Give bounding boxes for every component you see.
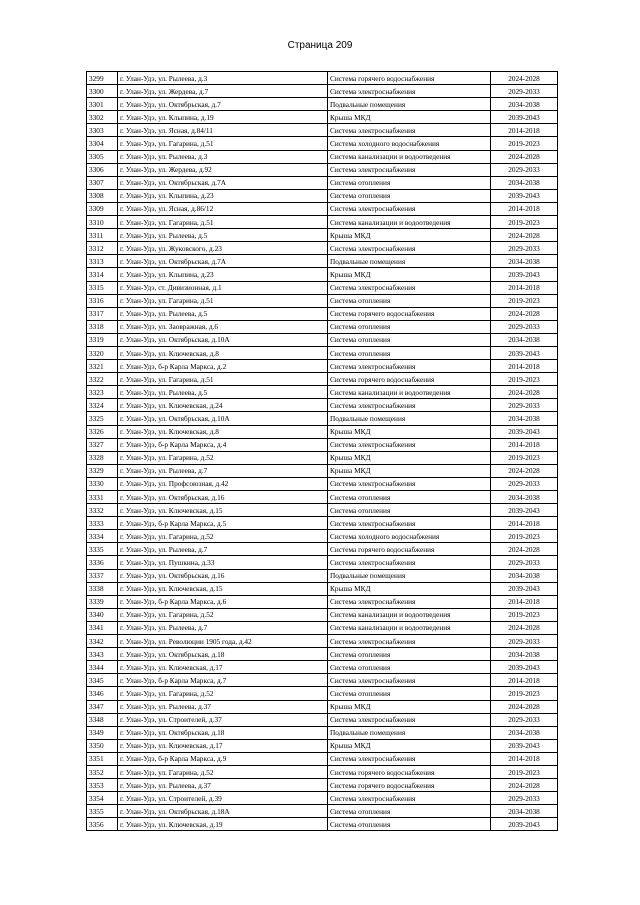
table-row: [87, 700, 558, 713]
cell-address: г. Улан-Удэ, ул. Рылеева, д.7: [118, 464, 328, 477]
cell-period: 2024-2028: [491, 700, 558, 713]
cell-address: г. Улан-Удэ, б-р Карла Маркса, д.6: [118, 595, 328, 608]
cell-period: 2034-2038: [491, 255, 558, 268]
cell-period: 2024-2028: [491, 779, 558, 792]
cell-period: 2034-2038: [491, 726, 558, 739]
cell-row-number: 3343: [87, 648, 118, 661]
cell-building-system: Крыша МКД: [328, 700, 491, 713]
cell-period: 2034-2038: [491, 333, 558, 346]
table-row: [87, 111, 558, 124]
table-row: [87, 648, 558, 661]
cell-building-system: Подвальные помещения: [328, 412, 491, 425]
cell-period: 2039-2043: [491, 661, 558, 674]
cell-address: г. Улан-Удэ, ул. Октябрьская, д.16: [118, 569, 328, 582]
cell-row-number: 3336: [87, 556, 118, 569]
cell-building-system: Крыша МКД: [328, 111, 491, 124]
cell-building-system: Подвальные помещения: [328, 255, 491, 268]
cell-building-system: Крыша МКД: [328, 464, 491, 477]
table-row: [87, 792, 558, 805]
cell-building-system: Система отопления: [328, 320, 491, 333]
table-row: [87, 530, 558, 543]
cell-address: г. Улан-Удэ, ул. Рылеева, д.37: [118, 779, 328, 792]
cell-building-system: Система канализации и водоотведения: [328, 621, 491, 634]
cell-building-system: Система электроснабжения: [328, 752, 491, 765]
repair-schedule-table: [86, 71, 558, 831]
cell-period: 2024-2028: [491, 386, 558, 399]
cell-row-number: 3302: [87, 111, 118, 124]
cell-row-number: 3347: [87, 700, 118, 713]
cell-row-number: 3356: [87, 818, 118, 831]
table-row: [87, 176, 558, 189]
cell-row-number: 3322: [87, 373, 118, 386]
cell-building-system: Система горячего водоснабжения: [328, 779, 491, 792]
cell-period: 2019-2023: [491, 137, 558, 150]
table-row: [87, 779, 558, 792]
cell-period: 2019-2023: [491, 765, 558, 778]
cell-building-system: Система электроснабжения: [328, 242, 491, 255]
cell-row-number: 3317: [87, 307, 118, 320]
table-row: [87, 621, 558, 634]
page-title: Страница 209: [287, 40, 353, 51]
cell-address: г. Улан-Удэ, ул. Гагарина, д.51: [118, 294, 328, 307]
cell-period: 2039-2043: [491, 818, 558, 831]
cell-row-number: 3321: [87, 360, 118, 373]
table-row: [87, 818, 558, 831]
cell-address: г. Улан-Удэ, ул. Октябрьская, д.10А: [118, 333, 328, 346]
cell-row-number: 3305: [87, 150, 118, 163]
table-row: [87, 268, 558, 281]
cell-address: г. Улан-Удэ, ул. Октябрьская, д.18: [118, 648, 328, 661]
cell-building-system: Система горячего водоснабжения: [328, 765, 491, 778]
cell-period: 2014-2018: [491, 360, 558, 373]
cell-period: 2039-2043: [491, 582, 558, 595]
table-row: [87, 464, 558, 477]
cell-building-system: Система отопления: [328, 648, 491, 661]
cell-building-system: Система холодного водоснабжения: [328, 137, 491, 150]
cell-building-system: Система отопления: [328, 805, 491, 818]
table-row: [87, 608, 558, 621]
cell-period: 2014-2018: [491, 752, 558, 765]
cell-address: г. Улан-Удэ, ул. Ясная, д.86/12: [118, 202, 328, 215]
cell-period: 2024-2028: [491, 229, 558, 242]
cell-building-system: Система горячего водоснабжения: [328, 373, 491, 386]
cell-building-system: Система электроснабжения: [328, 85, 491, 98]
cell-row-number: 3326: [87, 425, 118, 438]
cell-address: г. Улан-Удэ, ул. Клыпина, д.23: [118, 189, 328, 202]
cell-row-number: 3323: [87, 386, 118, 399]
cell-row-number: 3339: [87, 595, 118, 608]
cell-row-number: 3318: [87, 320, 118, 333]
cell-building-system: Система отопления: [328, 294, 491, 307]
cell-row-number: 3312: [87, 242, 118, 255]
cell-row-number: 3311: [87, 229, 118, 242]
cell-period: 2034-2038: [491, 805, 558, 818]
cell-row-number: 3344: [87, 661, 118, 674]
cell-address: г. Улан-Удэ, ул. Ключевская, д.8: [118, 425, 328, 438]
cell-row-number: 3341: [87, 621, 118, 634]
cell-period: 2034-2038: [491, 98, 558, 111]
table-row: [87, 661, 558, 674]
cell-building-system: Подвальные помещения: [328, 98, 491, 111]
cell-address: г. Улан-Удэ, б-р Карла Маркса, д.5: [118, 517, 328, 530]
table-row: [87, 85, 558, 98]
cell-period: 2039-2043: [491, 268, 558, 281]
cell-address: г. Улан-Удэ, ул. Рылеева, д.5: [118, 386, 328, 399]
cell-building-system: Система отопления: [328, 504, 491, 517]
cell-period: 2034-2038: [491, 412, 558, 425]
cell-building-system: Крыша МКД: [328, 739, 491, 752]
cell-period: 2019-2023: [491, 608, 558, 621]
cell-period: 2019-2023: [491, 216, 558, 229]
cell-building-system: Система отопления: [328, 687, 491, 700]
table-row: [87, 726, 558, 739]
table-row: [87, 752, 558, 765]
table-row: [87, 765, 558, 778]
cell-period: 2039-2043: [491, 111, 558, 124]
cell-building-system: Система отопления: [328, 189, 491, 202]
cell-row-number: 3350: [87, 739, 118, 752]
cell-building-system: Система горячего водоснабжения: [328, 543, 491, 556]
cell-building-system: Система электроснабжения: [328, 360, 491, 373]
cell-period: 2029-2033: [491, 320, 558, 333]
cell-period: 2034-2038: [491, 648, 558, 661]
cell-period: 2039-2043: [491, 739, 558, 752]
cell-address: г. Улан-Удэ, ул. Ключевская, д.17: [118, 739, 328, 752]
cell-row-number: 3333: [87, 517, 118, 530]
cell-address: г. Улан-Удэ, ул. Ключевская, д.17: [118, 661, 328, 674]
cell-period: 2019-2023: [491, 294, 558, 307]
cell-address: г. Улан-Удэ, ул. Октябрьская, д.16: [118, 491, 328, 504]
cell-building-system: Крыша МКД: [328, 582, 491, 595]
cell-period: 2024-2028: [491, 543, 558, 556]
cell-building-system: Система электроснабжения: [328, 124, 491, 137]
cell-row-number: 3307: [87, 176, 118, 189]
cell-address: г. Улан-Удэ, ул. Гагарина, д.51: [118, 137, 328, 150]
table-row: [87, 137, 558, 150]
cell-period: 2029-2033: [491, 556, 558, 569]
cell-address: г. Улан-Удэ, ул. Октябрьская, д.7А: [118, 176, 328, 189]
cell-building-system: Подвальные помещения: [328, 726, 491, 739]
table-row: [87, 150, 558, 163]
cell-building-system: Система электроснабжения: [328, 674, 491, 687]
cell-address: г. Улан-Удэ, ул. Жердева, д.7: [118, 85, 328, 98]
cell-building-system: Система канализации и водоотведения: [328, 608, 491, 621]
cell-building-system: Крыша МКД: [328, 268, 491, 281]
cell-building-system: Подвальные помещения: [328, 569, 491, 582]
table-row: [87, 294, 558, 307]
cell-building-system: Система канализации и водоотведения: [328, 386, 491, 399]
cell-building-system: Система электроснабжения: [328, 202, 491, 215]
cell-address: г. Улан-Удэ, ул. Заовражная, д.6: [118, 320, 328, 333]
cell-period: 2024-2028: [491, 464, 558, 477]
cell-address: г. Улан-Удэ, ул. Клыпина, д.23: [118, 268, 328, 281]
cell-building-system: Система электроснабжения: [328, 635, 491, 648]
cell-address: г. Улан-Удэ, ул. Революции 1905 года, д.42: [118, 635, 328, 648]
cell-building-system: Система электроснабжения: [328, 399, 491, 412]
cell-address: г. Улан-Удэ, ул. Клыпина, д.19: [118, 111, 328, 124]
cell-row-number: 3304: [87, 137, 118, 150]
table-row: [87, 281, 558, 294]
cell-period: 2039-2043: [491, 425, 558, 438]
table-body: [87, 72, 558, 831]
cell-row-number: 3351: [87, 752, 118, 765]
table-row: [87, 202, 558, 215]
table-row: [87, 504, 558, 517]
cell-row-number: 3335: [87, 543, 118, 556]
table-row: [87, 491, 558, 504]
cell-row-number: 3299: [87, 72, 118, 85]
cell-row-number: 3334: [87, 530, 118, 543]
cell-building-system: Система отопления: [328, 818, 491, 831]
cell-building-system: Система электроснабжения: [328, 281, 491, 294]
table-row: [87, 72, 558, 85]
table-row: [87, 242, 558, 255]
cell-building-system: Система отопления: [328, 346, 491, 359]
table-row: [87, 425, 558, 438]
table-row: [87, 124, 558, 137]
cell-row-number: 3320: [87, 346, 118, 359]
cell-period: 2024-2028: [491, 621, 558, 634]
table-row: [87, 674, 558, 687]
cell-address: г. Улан-Удэ, ул. Октябрьская, д.18А: [118, 805, 328, 818]
table-row: [87, 805, 558, 818]
cell-building-system: Система электроснабжения: [328, 792, 491, 805]
cell-building-system: Система отопления: [328, 491, 491, 504]
table-row: [87, 360, 558, 373]
cell-building-system: Система электроснабжения: [328, 438, 491, 451]
cell-period: 2029-2033: [491, 242, 558, 255]
cell-address: г. Улан-Удэ, ул. Рылеева, д.7: [118, 543, 328, 556]
cell-address: г. Улан-Удэ, б-р Карла Маркса, д.9: [118, 752, 328, 765]
cell-row-number: 3332: [87, 504, 118, 517]
cell-period: 2019-2023: [491, 373, 558, 386]
table-row: [87, 569, 558, 582]
cell-period: 2014-2018: [491, 281, 558, 294]
cell-row-number: 3340: [87, 608, 118, 621]
table-row: [87, 307, 558, 320]
cell-address: г. Улан-Удэ, ул. Октябрьская, д.7: [118, 98, 328, 111]
cell-address: г. Улан-Удэ, ул. Ключевская, д.15: [118, 504, 328, 517]
table-row: [87, 216, 558, 229]
table-row: [87, 399, 558, 412]
table-row: [87, 189, 558, 202]
cell-address: г. Улан-Удэ, ул. Рылеева, д.7: [118, 621, 328, 634]
cell-row-number: 3306: [87, 163, 118, 176]
cell-period: 2014-2018: [491, 438, 558, 451]
cell-address: г. Улан-Удэ, ул. Ключевская, д.24: [118, 399, 328, 412]
cell-period: 2039-2043: [491, 504, 558, 517]
cell-row-number: 3328: [87, 451, 118, 464]
cell-building-system: Система электроснабжения: [328, 556, 491, 569]
cell-address: г. Улан-Удэ, ул. Строителей, д.37: [118, 713, 328, 726]
cell-building-system: Крыша МКД: [328, 229, 491, 242]
cell-row-number: 3325: [87, 412, 118, 425]
cell-building-system: Система электроснабжения: [328, 713, 491, 726]
cell-address: г. Улан-Удэ, ул. Ключевская, д.19: [118, 818, 328, 831]
cell-period: 2029-2033: [491, 635, 558, 648]
table-row: [87, 595, 558, 608]
table-row: [87, 320, 558, 333]
cell-building-system: Система электроснабжения: [328, 163, 491, 176]
cell-address: г. Улан-Удэ, ул. Гагарина, д.51: [118, 216, 328, 229]
cell-row-number: 3327: [87, 438, 118, 451]
cell-address: г. Улан-Удэ, ул. Гагарина, д.52: [118, 608, 328, 621]
cell-row-number: 3301: [87, 98, 118, 111]
cell-address: г. Улан-Удэ, ул. Ключевская, д.8: [118, 346, 328, 359]
cell-row-number: 3324: [87, 399, 118, 412]
cell-period: 2029-2033: [491, 792, 558, 805]
cell-building-system: Система электроснабжения: [328, 595, 491, 608]
cell-building-system: Система отопления: [328, 176, 491, 189]
table-row: [87, 739, 558, 752]
cell-row-number: 3330: [87, 477, 118, 490]
cell-building-system: Крыша МКД: [328, 425, 491, 438]
cell-row-number: 3314: [87, 268, 118, 281]
cell-building-system: Система канализации и водоотведения: [328, 216, 491, 229]
cell-address: г. Улан-Удэ, ул. Гагарина, д.52: [118, 765, 328, 778]
cell-address: г. Улан-Удэ, б-р Карла Маркса, д.4: [118, 438, 328, 451]
cell-row-number: 3337: [87, 569, 118, 582]
table-row: [87, 346, 558, 359]
cell-period: 2039-2043: [491, 189, 558, 202]
cell-period: 2029-2033: [491, 477, 558, 490]
cell-period: 2029-2033: [491, 399, 558, 412]
cell-row-number: 3345: [87, 674, 118, 687]
cell-building-system: Система канализации и водоотведения: [328, 150, 491, 163]
table-row: [87, 438, 558, 451]
table-row: [87, 333, 558, 346]
cell-address: г. Улан-Удэ, ул. Ясная, д.84/11: [118, 124, 328, 137]
cell-building-system: Система горячего водоснабжения: [328, 307, 491, 320]
cell-period: 2014-2018: [491, 202, 558, 215]
table-row: [87, 687, 558, 700]
cell-period: 2014-2018: [491, 124, 558, 137]
cell-address: г. Улан-Удэ, ул. Октябрьская, д.10А: [118, 412, 328, 425]
cell-row-number: 3342: [87, 635, 118, 648]
table-row: [87, 517, 558, 530]
cell-building-system: Система отопления: [328, 333, 491, 346]
cell-building-system: Система электроснабжения: [328, 477, 491, 490]
cell-period: 2034-2038: [491, 176, 558, 189]
table-row: [87, 229, 558, 242]
cell-building-system: Система отопления: [328, 661, 491, 674]
table-row: [87, 713, 558, 726]
cell-row-number: 3300: [87, 85, 118, 98]
cell-building-system: Система холодного водоснабжения: [328, 530, 491, 543]
cell-address: г. Улан-Удэ, ул. Строителей, д.39: [118, 792, 328, 805]
cell-row-number: 3309: [87, 202, 118, 215]
table-row: [87, 582, 558, 595]
cell-row-number: 3352: [87, 765, 118, 778]
cell-address: г. Улан-Удэ, ул. Октябрьская, д.18: [118, 726, 328, 739]
cell-period: 2024-2028: [491, 150, 558, 163]
cell-address: г. Улан-Удэ, ул. Пушкина, д.33: [118, 556, 328, 569]
cell-address: г. Улан-Удэ, ул. Рылеева, д.3: [118, 150, 328, 163]
table-row: [87, 477, 558, 490]
cell-period: 2029-2033: [491, 713, 558, 726]
cell-address: г. Улан-Удэ, б-р Карла Маркса, д.7: [118, 674, 328, 687]
cell-row-number: 3353: [87, 779, 118, 792]
table-row: [87, 255, 558, 268]
cell-address: г. Улан-Удэ, ул. Гагарина, д.51: [118, 373, 328, 386]
cell-address: г. Улан-Удэ, ст. Дивизионная, д.1: [118, 281, 328, 294]
cell-row-number: 3316: [87, 294, 118, 307]
cell-address: г. Улан-Удэ, ул. Гагарина, д.52: [118, 687, 328, 700]
cell-period: 2014-2018: [491, 595, 558, 608]
cell-period: 2029-2033: [491, 163, 558, 176]
cell-period: 2014-2018: [491, 674, 558, 687]
cell-row-number: 3313: [87, 255, 118, 268]
cell-address: г. Улан-Удэ, ул. Ключевская, д.15: [118, 582, 328, 595]
table-row: [87, 412, 558, 425]
cell-row-number: 3315: [87, 281, 118, 294]
table-row: [87, 163, 558, 176]
table-row: [87, 386, 558, 399]
cell-period: 2039-2043: [491, 346, 558, 359]
cell-row-number: 3355: [87, 805, 118, 818]
cell-address: г. Улан-Удэ, ул. Жуковского, д.23: [118, 242, 328, 255]
cell-period: 2019-2023: [491, 530, 558, 543]
cell-building-system: Система горячего водоснабжения: [328, 72, 491, 85]
cell-row-number: 3319: [87, 333, 118, 346]
cell-address: г. Улан-Удэ, ул. Октябрьская, д.7А: [118, 255, 328, 268]
cell-address: г. Улан-Удэ, ул. Рылеева, д.5: [118, 307, 328, 320]
cell-row-number: 3331: [87, 491, 118, 504]
table-row: [87, 373, 558, 386]
cell-row-number: 3329: [87, 464, 118, 477]
cell-period: 2019-2023: [491, 687, 558, 700]
table-row: [87, 98, 558, 111]
cell-period: 2019-2023: [491, 451, 558, 464]
cell-period: 2034-2038: [491, 569, 558, 582]
cell-address: г. Улан-Удэ, ул. Рылеева, д.3: [118, 72, 328, 85]
cell-row-number: 3338: [87, 582, 118, 595]
table-row: [87, 556, 558, 569]
cell-row-number: 3349: [87, 726, 118, 739]
table-row: [87, 451, 558, 464]
cell-address: г. Улан-Удэ, б-р Карла Маркса, д.2: [118, 360, 328, 373]
cell-address: г. Улан-Удэ, ул. Профсоюзная, д.42: [118, 477, 328, 490]
cell-building-system: Крыша МКД: [328, 451, 491, 464]
cell-period: 2024-2028: [491, 307, 558, 320]
table-row: [87, 543, 558, 556]
cell-period: 2029-2033: [491, 85, 558, 98]
cell-row-number: 3303: [87, 124, 118, 137]
cell-row-number: 3310: [87, 216, 118, 229]
cell-address: г. Улан-Удэ, ул. Гагарина, д.52: [118, 451, 328, 464]
cell-period: 2024-2028: [491, 72, 558, 85]
cell-address: г. Улан-Удэ, ул. Рылеева, д.5: [118, 229, 328, 242]
cell-row-number: 3354: [87, 792, 118, 805]
cell-period: 2034-2038: [491, 491, 558, 504]
cell-row-number: 3308: [87, 189, 118, 202]
cell-row-number: 3346: [87, 687, 118, 700]
cell-building-system: Система электроснабжения: [328, 517, 491, 530]
cell-address: г. Улан-Удэ, ул. Гагарина, д.52: [118, 530, 328, 543]
cell-address: г. Улан-Удэ, ул. Рылеева, д.37: [118, 700, 328, 713]
cell-address: г. Улан-Удэ, ул. Жердева, д.92: [118, 163, 328, 176]
cell-period: 2014-2018: [491, 517, 558, 530]
table-row: [87, 635, 558, 648]
cell-row-number: 3348: [87, 713, 118, 726]
